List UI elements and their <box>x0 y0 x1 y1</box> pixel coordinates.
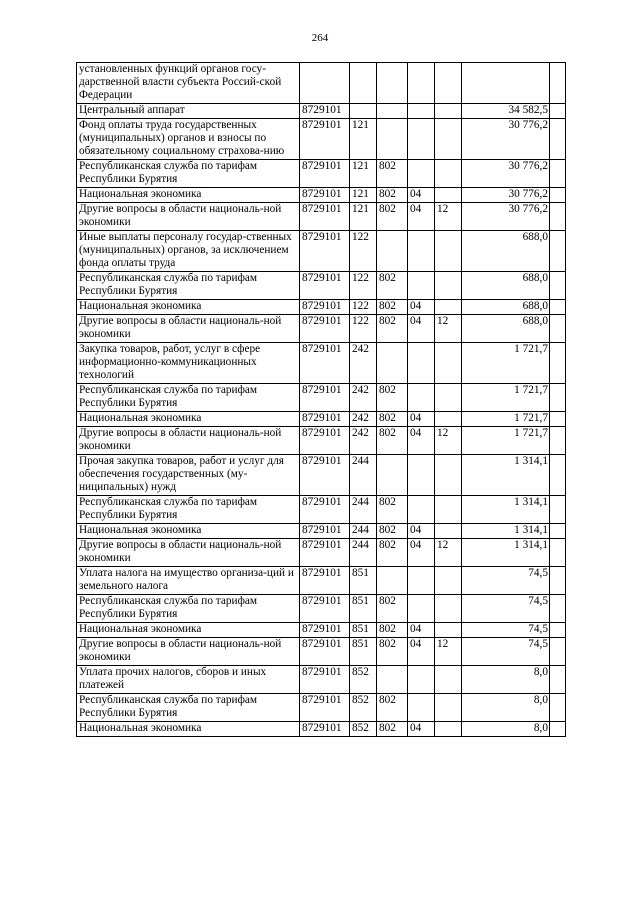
section-cell <box>408 231 435 272</box>
row-name-cell: Уплата прочих налогов, сборов и иных платежей <box>77 666 300 694</box>
amount-cell: 688,0 <box>462 231 550 272</box>
row-name-cell: Другие вопросы в области националь-ной экономики <box>77 315 300 343</box>
expense-type-cell: 851 <box>350 595 377 623</box>
section-cell <box>408 694 435 722</box>
blank-cell <box>550 231 566 272</box>
table-row <box>77 412 566 427</box>
table-row <box>77 623 566 638</box>
target-article-cell: 8729101 <box>300 104 350 119</box>
administrator-code-cell: 802 <box>377 496 408 524</box>
expense-type-cell: 851 <box>350 638 377 666</box>
expense-type-cell: 244 <box>350 496 377 524</box>
row-name-cell: Национальная экономика <box>77 412 300 427</box>
subsection-cell <box>435 722 462 737</box>
target-article-cell: 8729101 <box>300 455 350 496</box>
subsection-cell <box>435 63 462 104</box>
section-cell: 04 <box>408 203 435 231</box>
expense-type-cell: 121 <box>350 160 377 188</box>
row-name-cell: Другие вопросы в области националь-ной экономики <box>77 427 300 455</box>
target-article-cell: 8729101 <box>300 384 350 412</box>
amount-cell <box>462 63 550 104</box>
amount-cell: 30 776,2 <box>462 203 550 231</box>
amount-cell: 1 314,1 <box>462 496 550 524</box>
blank-cell <box>550 203 566 231</box>
amount-cell: 688,0 <box>462 315 550 343</box>
expense-type-cell: 122 <box>350 272 377 300</box>
target-article-cell: 8729101 <box>300 638 350 666</box>
row-name-cell: Закупка товаров, работ, услуг в сфере информационно-коммуникационных технологий <box>77 343 300 384</box>
blank-cell <box>550 104 566 119</box>
subsection-cell <box>435 231 462 272</box>
administrator-code-cell: 802 <box>377 188 408 203</box>
row-name-cell: Фонд оплаты труда государственных (муниципальных) органов и взносы по обязательному социальному страхова-нию <box>77 119 300 160</box>
target-article-cell: 8729101 <box>300 694 350 722</box>
table-row <box>77 384 566 412</box>
row-name-cell: Республиканская служба по тарифам Республики Бурятия <box>77 272 300 300</box>
subsection-cell: 12 <box>435 203 462 231</box>
expense-type-cell: 244 <box>350 524 377 539</box>
administrator-code-cell <box>377 231 408 272</box>
section-cell <box>408 160 435 188</box>
expense-type-cell: 242 <box>350 412 377 427</box>
subsection-cell: 12 <box>435 315 462 343</box>
row-name-cell: Республиканская служба по тарифам Республики Бурятия <box>77 496 300 524</box>
budget-table <box>76 62 566 737</box>
subsection-cell <box>435 595 462 623</box>
expense-type-cell: 244 <box>350 455 377 496</box>
administrator-code-cell <box>377 666 408 694</box>
table-row <box>77 160 566 188</box>
section-cell: 04 <box>408 524 435 539</box>
row-name-cell: установленных функций органов госу-дарственной власти субъекта Россий-ской Федерации <box>77 63 300 104</box>
administrator-code-cell <box>377 567 408 595</box>
subsection-cell <box>435 455 462 496</box>
administrator-code-cell: 802 <box>377 623 408 638</box>
target-article-cell: 8729101 <box>300 595 350 623</box>
section-cell: 04 <box>408 638 435 666</box>
section-cell <box>408 343 435 384</box>
expense-type-cell: 852 <box>350 722 377 737</box>
amount-cell: 1 721,7 <box>462 343 550 384</box>
section-cell <box>408 104 435 119</box>
blank-cell <box>550 315 566 343</box>
blank-cell <box>550 160 566 188</box>
table-row <box>77 104 566 119</box>
administrator-code-cell: 802 <box>377 412 408 427</box>
blank-cell <box>550 524 566 539</box>
row-name-cell: Прочая закупка товаров, работ и услуг для обеспечения государственных (му-ниципальных) нужд <box>77 455 300 496</box>
target-article-cell: 8729101 <box>300 315 350 343</box>
section-cell: 04 <box>408 188 435 203</box>
administrator-code-cell: 802 <box>377 384 408 412</box>
table-row <box>77 315 566 343</box>
administrator-code-cell: 802 <box>377 539 408 567</box>
administrator-code-cell: 802 <box>377 722 408 737</box>
subsection-cell <box>435 343 462 384</box>
blank-cell <box>550 272 566 300</box>
target-article-cell: 8729101 <box>300 539 350 567</box>
row-name-cell: Республиканская служба по тарифам Республики Бурятия <box>77 384 300 412</box>
section-cell <box>408 272 435 300</box>
subsection-cell <box>435 104 462 119</box>
blank-cell <box>550 595 566 623</box>
table-row <box>77 694 566 722</box>
blank-cell <box>550 694 566 722</box>
section-cell <box>408 567 435 595</box>
expense-type-cell: 242 <box>350 343 377 384</box>
row-name-cell: Национальная экономика <box>77 188 300 203</box>
row-name-cell: Национальная экономика <box>77 524 300 539</box>
blank-cell <box>550 188 566 203</box>
target-article-cell: 8729101 <box>300 567 350 595</box>
amount-cell: 8,0 <box>462 666 550 694</box>
section-cell: 04 <box>408 539 435 567</box>
amount-cell: 30 776,2 <box>462 119 550 160</box>
target-article-cell <box>300 63 350 104</box>
amount-cell: 1 314,1 <box>462 524 550 539</box>
section-cell <box>408 119 435 160</box>
amount-cell: 34 582,5 <box>462 104 550 119</box>
section-cell <box>408 595 435 623</box>
table-row <box>77 427 566 455</box>
subsection-cell: 12 <box>435 638 462 666</box>
blank-cell <box>550 722 566 737</box>
row-name-cell: Национальная экономика <box>77 300 300 315</box>
expense-type-cell: 121 <box>350 203 377 231</box>
amount-cell: 1 721,7 <box>462 384 550 412</box>
blank-cell <box>550 427 566 455</box>
expense-type-cell: 242 <box>350 427 377 455</box>
row-name-cell: Республиканская служба по тарифам Республики Бурятия <box>77 694 300 722</box>
table-row <box>77 272 566 300</box>
row-name-cell: Другие вопросы в области националь-ной экономики <box>77 638 300 666</box>
target-article-cell: 8729101 <box>300 722 350 737</box>
administrator-code-cell <box>377 104 408 119</box>
table-row <box>77 119 566 160</box>
amount-cell: 1 721,7 <box>462 427 550 455</box>
expense-type-cell: 851 <box>350 623 377 638</box>
administrator-code-cell <box>377 63 408 104</box>
target-article-cell: 8729101 <box>300 300 350 315</box>
subsection-cell: 12 <box>435 427 462 455</box>
table-row <box>77 539 566 567</box>
table-row <box>77 638 566 666</box>
administrator-code-cell: 802 <box>377 315 408 343</box>
page-number: 264 <box>311 32 329 44</box>
expense-type-cell: 122 <box>350 300 377 315</box>
amount-cell: 74,5 <box>462 567 550 595</box>
target-article-cell: 8729101 <box>300 160 350 188</box>
expense-type-cell: 244 <box>350 539 377 567</box>
section-cell: 04 <box>408 427 435 455</box>
blank-cell <box>550 623 566 638</box>
table-row <box>77 455 566 496</box>
row-name-cell: Национальная экономика <box>77 722 300 737</box>
table-row <box>77 567 566 595</box>
subsection-cell <box>435 412 462 427</box>
expense-type-cell: 121 <box>350 119 377 160</box>
expense-type-cell: 122 <box>350 231 377 272</box>
table-row <box>77 231 566 272</box>
administrator-code-cell <box>377 119 408 160</box>
section-cell: 04 <box>408 412 435 427</box>
blank-cell <box>550 63 566 104</box>
administrator-code-cell <box>377 343 408 384</box>
subsection-cell <box>435 272 462 300</box>
blank-cell <box>550 638 566 666</box>
table-row <box>77 188 566 203</box>
administrator-code-cell: 802 <box>377 595 408 623</box>
subsection-cell <box>435 623 462 638</box>
administrator-code-cell: 802 <box>377 427 408 455</box>
administrator-code-cell <box>377 455 408 496</box>
blank-cell <box>550 539 566 567</box>
amount-cell: 74,5 <box>462 623 550 638</box>
target-article-cell: 8729101 <box>300 623 350 638</box>
blank-cell <box>550 343 566 384</box>
subsection-cell <box>435 300 462 315</box>
budget-table-body <box>77 63 566 737</box>
subsection-cell <box>435 694 462 722</box>
blank-cell <box>550 412 566 427</box>
table-row <box>77 496 566 524</box>
row-name-cell: Другие вопросы в области националь-ной экономики <box>77 203 300 231</box>
expense-type-cell: 851 <box>350 567 377 595</box>
expense-type-cell: 121 <box>350 188 377 203</box>
target-article-cell: 8729101 <box>300 666 350 694</box>
amount-cell: 8,0 <box>462 722 550 737</box>
amount-cell: 1 721,7 <box>462 412 550 427</box>
row-name-cell: Республиканская служба по тарифам Республики Бурятия <box>77 595 300 623</box>
table-row <box>77 343 566 384</box>
row-name-cell: Центральный аппарат <box>77 104 300 119</box>
amount-cell: 688,0 <box>462 272 550 300</box>
subsection-cell <box>435 524 462 539</box>
blank-cell <box>550 455 566 496</box>
section-cell <box>408 455 435 496</box>
row-name-cell: Республиканская служба по тарифам Республики Бурятия <box>77 160 300 188</box>
blank-cell <box>550 496 566 524</box>
section-cell <box>408 666 435 694</box>
expense-type-cell: 242 <box>350 384 377 412</box>
target-article-cell: 8729101 <box>300 412 350 427</box>
administrator-code-cell: 802 <box>377 638 408 666</box>
administrator-code-cell: 802 <box>377 300 408 315</box>
expense-type-cell: 852 <box>350 666 377 694</box>
table-row <box>77 63 566 104</box>
row-name-cell: Другие вопросы в области националь-ной экономики <box>77 539 300 567</box>
table-row <box>77 524 566 539</box>
section-cell: 04 <box>408 722 435 737</box>
administrator-code-cell: 802 <box>377 203 408 231</box>
target-article-cell: 8729101 <box>300 188 350 203</box>
subsection-cell <box>435 160 462 188</box>
subsection-cell <box>435 666 462 694</box>
row-name-cell: Уплата налога на имущество организа-ций и земельного налога <box>77 567 300 595</box>
blank-cell <box>550 300 566 315</box>
amount-cell: 8,0 <box>462 694 550 722</box>
amount-cell: 30 776,2 <box>462 160 550 188</box>
target-article-cell: 8729101 <box>300 272 350 300</box>
amount-cell: 30 776,2 <box>462 188 550 203</box>
row-name-cell: Национальная экономика <box>77 623 300 638</box>
target-article-cell: 8729101 <box>300 119 350 160</box>
amount-cell: 688,0 <box>462 300 550 315</box>
section-cell: 04 <box>408 300 435 315</box>
blank-cell <box>550 567 566 595</box>
amount-cell: 74,5 <box>462 595 550 623</box>
subsection-cell <box>435 119 462 160</box>
table-row <box>77 300 566 315</box>
section-cell: 04 <box>408 315 435 343</box>
expense-type-cell: 122 <box>350 315 377 343</box>
table-row <box>77 203 566 231</box>
subsection-cell <box>435 188 462 203</box>
section-cell <box>408 496 435 524</box>
target-article-cell: 8729101 <box>300 524 350 539</box>
subsection-cell <box>435 384 462 412</box>
expense-type-cell: 852 <box>350 694 377 722</box>
blank-cell <box>550 119 566 160</box>
expense-type-cell <box>350 63 377 104</box>
subsection-cell: 12 <box>435 539 462 567</box>
row-name-cell: Иные выплаты персоналу государ-ственных (муниципальных) органов, за исключением фонда оплаты труда <box>77 231 300 272</box>
target-article-cell: 8729101 <box>300 343 350 384</box>
section-cell <box>408 384 435 412</box>
target-article-cell: 8729101 <box>300 203 350 231</box>
table-row <box>77 666 566 694</box>
section-cell: 04 <box>408 623 435 638</box>
administrator-code-cell: 802 <box>377 694 408 722</box>
amount-cell: 1 314,1 <box>462 455 550 496</box>
target-article-cell: 8729101 <box>300 496 350 524</box>
target-article-cell: 8729101 <box>300 427 350 455</box>
administrator-code-cell: 802 <box>377 160 408 188</box>
subsection-cell <box>435 496 462 524</box>
table-row <box>77 595 566 623</box>
target-article-cell: 8729101 <box>300 231 350 272</box>
amount-cell: 74,5 <box>462 638 550 666</box>
expense-type-cell <box>350 104 377 119</box>
section-cell <box>408 63 435 104</box>
administrator-code-cell: 802 <box>377 272 408 300</box>
administrator-code-cell: 802 <box>377 524 408 539</box>
amount-cell: 1 314,1 <box>462 539 550 567</box>
blank-cell <box>550 666 566 694</box>
subsection-cell <box>435 567 462 595</box>
table-row <box>77 722 566 737</box>
blank-cell <box>550 384 566 412</box>
